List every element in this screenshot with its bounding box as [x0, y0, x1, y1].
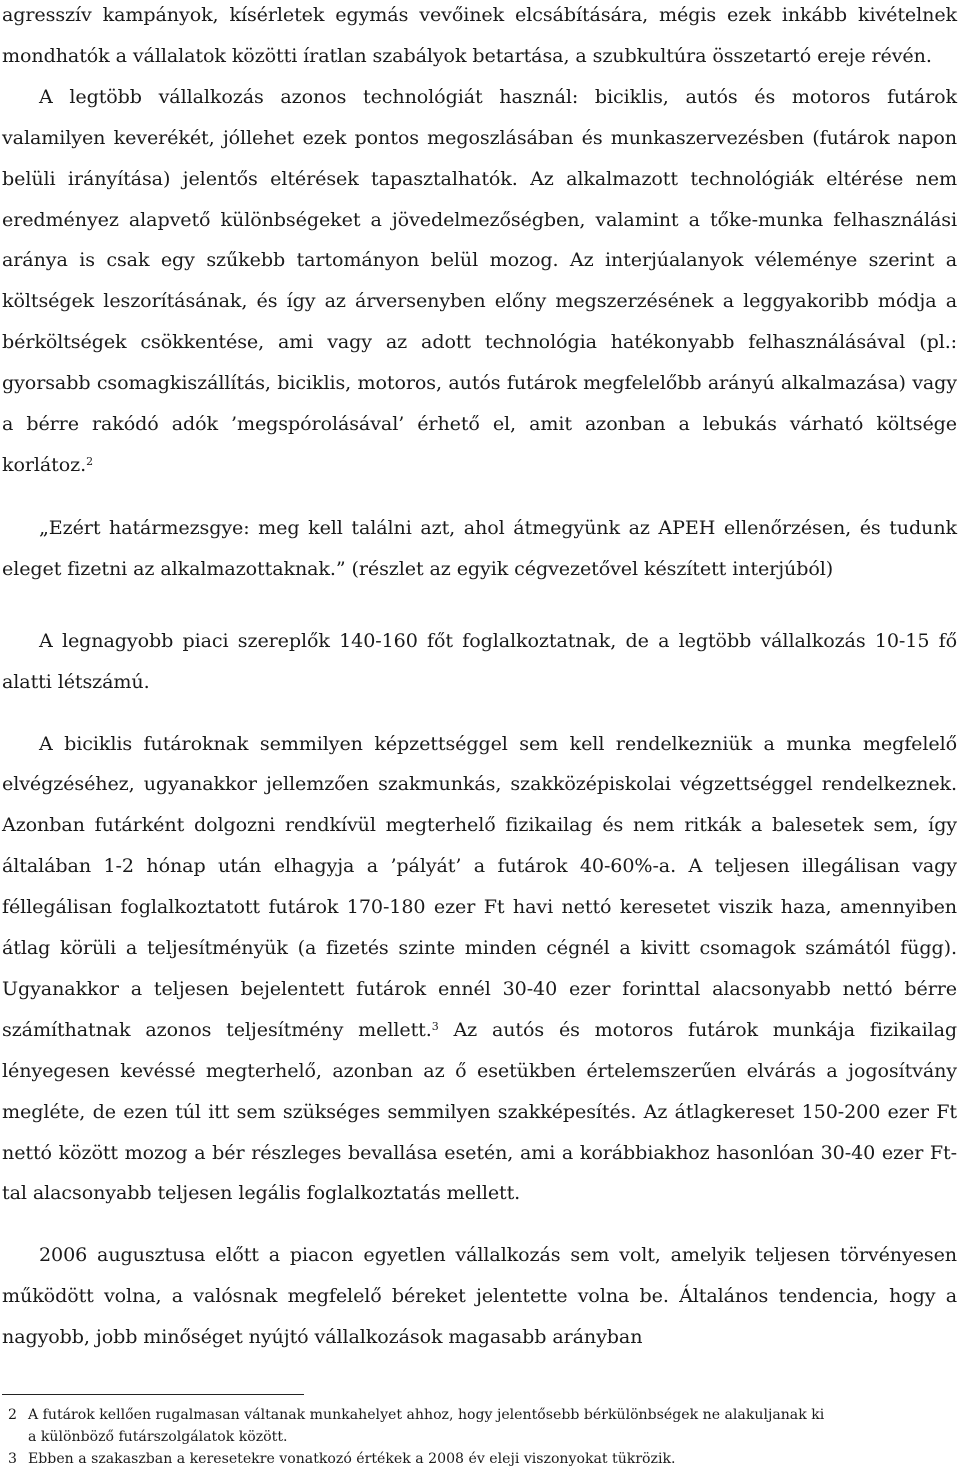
quote-text: „Ezért határmezsgye: meg kell találni azt, ahol átmegyünk az APEH ellenőrzésen, és tudunk eleget fizetni az alkalmazottaknak.”	[2, 515, 957, 580]
paragraph-couriers	[2, 724, 957, 1215]
footnote-separator	[2, 1394, 304, 1395]
footnote-text: Ebben a szakaszban a keresetekre vonatkozó értékek a 2008 év eleji viszonyokat tükrözik.	[28, 1451, 676, 1467]
quote-source: (részlet az egyik cégvezetővel készített interjúból)	[351, 556, 834, 580]
paragraph-2006: 2006 augusztusa előtt a piacon egyetlen vállalkozás sem volt, amelyik teljesen törvényesen működött volna, a valósnak megfelelő béreket jelentette volna be. Általános tendencia, hogy a nagyobb, jobb minőséget nyújtó vállalkozások magasabb arányban	[2, 1243, 957, 1349]
paragraph-technology-text: A legtöbb vállalkozás azonos technológiát használ: biciklis, autós és motoros futárok valamilyen keverékét, jóllehet ezek pontos megoszlásában és munkaszervezésben (futárok napon belüli irányítása) jelentős eltérések tapasztalhatók. Az alkalmazott technológiák eltérése nem eredményez alapvető különbségeket a jövedelmezőségben, valamint a tőke-munka felhasználási aránya is csak egy szűkebb tartományon belül mozog. Az interjúalanyok véleménye szerint a költségek leszorításának, és így az árversenyben előny megszerzésének a leggyakoribb módja a bérköltségek csökkentése, ami vagy az adott technológia hatékonyabb felhasználásával (pl.: gyorsabb csomagkiszállítás, biciklis, motoros, autós futárok megfelelőbb arányú alkalmazása) vagy a bérre rakódó adók ’megspórolásával’ érhető el, amit azonban a lebukás várható költsége korlátoz.	[2, 84, 957, 476]
interview-quote	[2, 508, 957, 590]
paragraph-continuation: agresszív kampányok, kísérletek egymás vevőinek elcsábítására, mégis ezek inkább kivételnek mondhatók a vállalatok közötti íratlan szabályok betartása, a szubkultúra összetartó ereje révén.	[2, 3, 957, 67]
footnote-number: 3	[8, 1451, 17, 1467]
document-body	[2, 0, 957, 1358]
footnote-2	[2, 1404, 957, 1448]
paragraph-market-size: A legnagyobb piaci szereplők 140-160 főt foglalkoztatnak, de a legtöbb vállalkozás 10-15 fő alatti létszámú.	[2, 628, 957, 693]
paragraph-couriers-text-a: A biciklis futároknak semmilyen képzettséggel sem kell rendelkezniük a munka megfelelő elvégzéséhez, ugyanakkor jellemzően szakmunkás, szakközépiskolai végzettséggel rendelkeznek. Azonban futárként dolgozni rendkívül megterhelő fizikailag és nem ritkák a balesetek sem, így általában 1-2 hónap után elhagyja a ’pályát’ a futárok 40-60%-a. A teljesen illegálisan vagy féllegálisan foglalkoztatott futárok 170-180 ezer Ft havi nettó keresetet viszik haza, amennyiben átlag körüli a teljesítményük (a fizetés szinte minden cégnél a kivitt csomagok számától függ). Ugyanakkor a teljesen bejelentett futárok ennél 30-40 ezer forinttal alacsonyabb nettó bérre számíthatnak azonos teljesítmény mellett.	[2, 731, 957, 1041]
footnotes	[2, 1404, 957, 1470]
footnote-ref-3[interactable]: 3	[431, 1019, 439, 1033]
footnote-3	[2, 1448, 957, 1470]
footnote-text-continued: a különböző futárszolgálatok között.	[28, 1429, 288, 1445]
footnote-text: A futárok kellően rugalmasan váltanak munkahelyet ahhoz, hogy jelentősebb bérkülönbségek ne alakuljanak ki	[28, 1407, 825, 1423]
paragraph-technology	[2, 77, 957, 486]
footnote-number: 2	[8, 1407, 17, 1423]
footnote-ref-2[interactable]: 2	[86, 454, 93, 468]
paragraph-couriers-text-b: Az autós és motoros futárok munkája fizikailag lényegesen kevéssé megterhelő, azonban az ő esetükben értelemszerűen elvárás a jogosítvány megléte, de ezen túl itt sem szükséges semmilyen szakképesítés. Az átlagkereset 150-200 ezer Ft nettó között mozog a bér részleges bevallása esetén, ami a korábbiakhoz hasonlóan 30-40 ezer Ft-tal alacsonyabb teljesen legális foglalkoztatás mellett.	[2, 1017, 957, 1205]
